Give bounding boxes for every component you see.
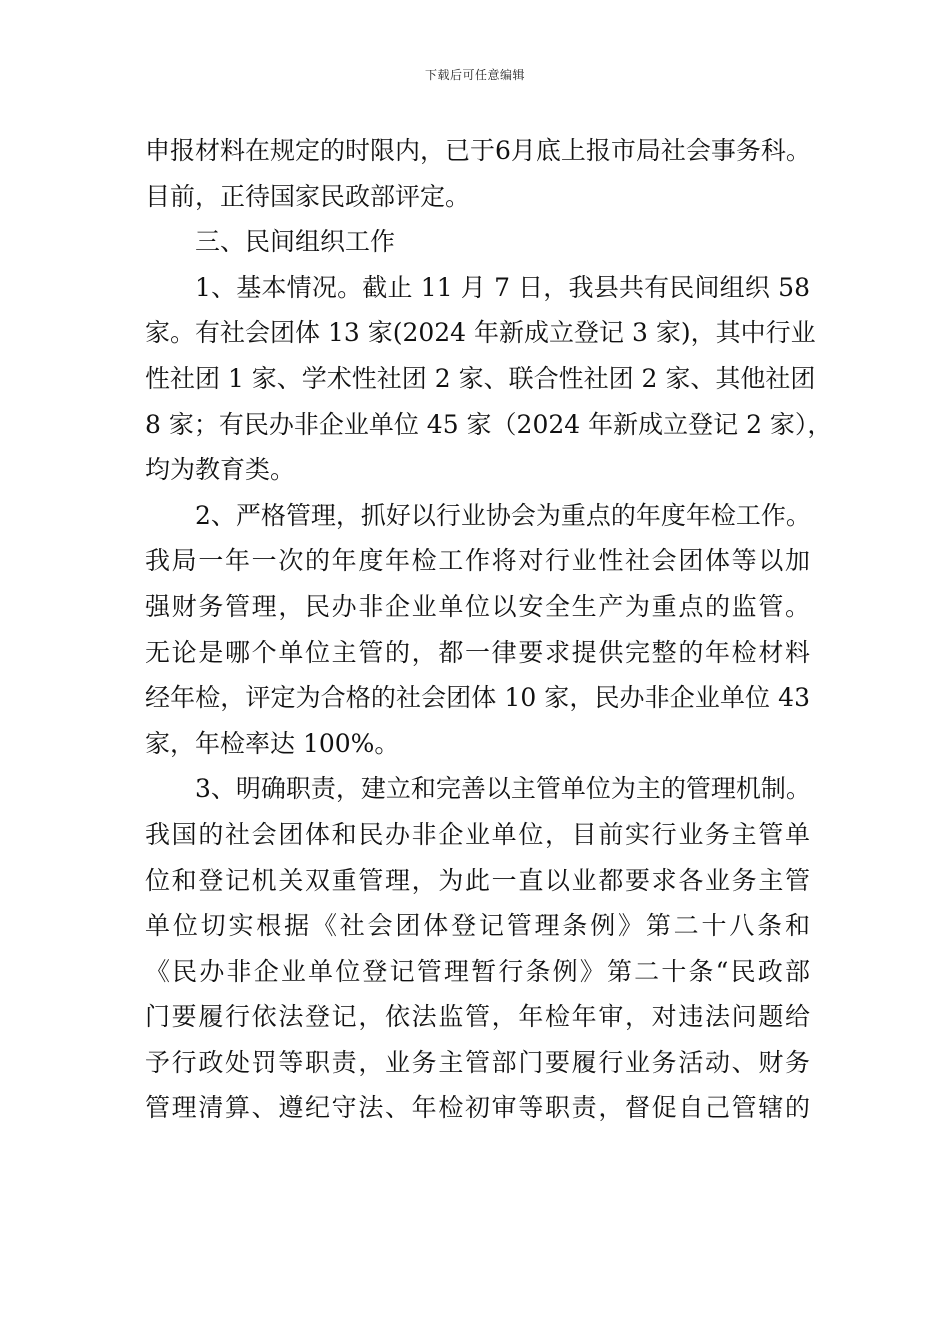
text-line: 我局一年一次的年度年检工作将对行业性社会团体等以加 <box>145 546 810 576</box>
text-line: 三、民间组织工作 <box>195 227 396 257</box>
text-line: 均为教育类。 <box>145 455 296 485</box>
text-line: 家，年检率达 100%。 <box>145 728 400 758</box>
text-line: 单位切实根据《社会团体登记管理条例》第二十八条和 <box>145 911 810 941</box>
document-body <box>145 128 833 1131</box>
text-line: 8 家；有民办非企业单位 45 家（2024 年新成立登记 2 家）， <box>145 409 833 439</box>
text-line: 1、基本情况。截止 11 月 7 日，我县共有民间组织 58 <box>195 272 810 302</box>
text-line: 予行政处罚等职责，业务主管部门要履行业务活动、财务 <box>145 1047 810 1077</box>
text-line: 性社团 1 家、学术性社团 2 家、联合性社团 2 家、其他社团 <box>145 363 816 393</box>
text-line: 管理清算、遵纪守法、年检初审等职责，督促自己管辖的 <box>145 1093 810 1123</box>
text-line: 无论是哪个单位主管的，都一律要求提供完整的年检材料 <box>145 637 810 667</box>
text-line: 经年检，评定为合格的社会团体 10 家，民办非企业单位 43 <box>145 683 810 713</box>
text-line: 2、严格管理，抓好以行业协会为重点的年度年检工作。 <box>195 500 811 530</box>
text-line: 家。有社会团体 13 家(2024 年新成立登记 3 家)，其中行业 <box>145 318 816 348</box>
text-line: 位和登记机关双重管理，为此一直以业都要求各业务主管 <box>145 865 810 895</box>
text-line: 3、明确职责，建立和完善以主管单位为主的管理机制。 <box>195 774 811 804</box>
text-line: 目前，正待国家民政部评定。 <box>145 181 471 211</box>
text-line: 门要履行依法登记，依法监管，年检年审，对违法问题给 <box>145 1002 810 1032</box>
text-line: 《民办非企业单位登记管理暂行条例》第二十条“民政部 <box>145 956 810 986</box>
text-line: 申报材料在规定的时限内，已于6月底上报市局社会事务科。 <box>145 136 811 165</box>
page-header-note: 下载后可任意编辑 <box>424 68 525 82</box>
text-line: 强财务管理，民办非企业单位以安全生产为重点的监管。 <box>145 591 810 621</box>
text-line: 我国的社会团体和民办非企业单位，目前实行业务主管单 <box>145 819 810 849</box>
